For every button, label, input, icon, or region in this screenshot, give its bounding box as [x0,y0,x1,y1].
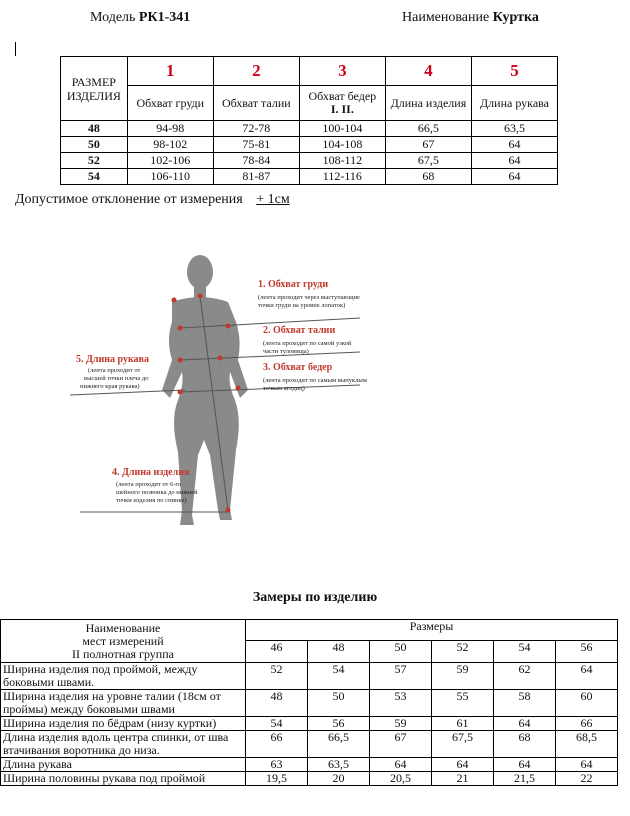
size-cell: 52 [61,153,128,169]
value-cell: 98-102 [127,137,213,153]
value-cell: 66,5 [385,121,471,137]
table-row [1,772,618,786]
tolerance-note [15,192,290,208]
size-table [60,56,558,185]
column-number: 3 [299,57,385,86]
model-header [90,10,190,26]
corner-line: II полнотная группа [72,646,174,661]
label-length-desc: точки изделия по спинке) [116,497,187,504]
column-number: 1 [127,57,213,86]
value-cell: 81-87 [213,169,299,185]
name-value: Куртка [492,10,539,25]
value-cell: 20,5 [370,772,432,786]
size-header: 52 [432,641,494,663]
table-row [1,731,618,758]
value-cell: 64 [471,169,557,185]
column-label: Длина рукава [471,86,557,121]
table-row [1,758,618,772]
value-cell: 108-112 [299,153,385,169]
measurements-title: Замеры по изделию [252,590,378,605]
label-length-desc: шейного позвонка до нижней [116,489,198,496]
value-cell: 68,5 [556,731,618,758]
tolerance-value: + 1см [256,192,290,207]
value-cell: 67,5 [432,731,494,758]
value-cell: 104-108 [299,137,385,153]
value-cell: 20 [308,772,370,786]
value-cell: 106-110 [127,169,213,185]
value-cell: 59 [370,717,432,731]
value-cell: 60 [556,690,618,717]
table-row [61,153,558,169]
label-chest-title: 1. Обхват груди [258,279,329,290]
column-number: 4 [385,57,471,86]
name-label: Наименование [402,10,490,25]
label-sleeve-desc: (лента проходит от [88,367,141,374]
model-value: РК1-341 [138,10,191,25]
value-cell: 22 [556,772,618,786]
label-hip-title: 3. Обхват бедер [263,362,333,373]
value-cell: 66,5 [308,731,370,758]
label-hip-desc: точкам ягодиц) [263,385,305,392]
value-cell: 54 [308,663,370,690]
column-label: Длина изделия [385,86,471,121]
sizes-header: Размеры [246,620,618,641]
label-chest-desc: точки груди на уровне лопаток) [258,302,346,309]
value-cell: 21,5 [494,772,556,786]
value-cell: 19,5 [246,772,308,786]
value-cell: 58 [494,690,556,717]
value-cell: 112-116 [299,169,385,185]
value-cell: 67 [385,137,471,153]
size-header: 46 [246,641,308,663]
measure-name: Длина рукава [1,758,246,772]
value-cell: 64 [556,758,618,772]
label-chest-desc: (лента проходит через выступающие [258,294,360,301]
value-cell: 55 [432,690,494,717]
name-header [402,10,539,26]
size-corner-header: РАЗМЕР ИЗДЕЛИЯ [61,57,128,121]
value-cell: 64 [494,717,556,731]
table-row [61,169,558,185]
column-label: Обхват груди [127,86,213,121]
size-header: 48 [308,641,370,663]
value-cell: 78-84 [213,153,299,169]
column-number: 5 [471,57,557,86]
value-cell: 57 [370,663,432,690]
value-cell: 64 [432,758,494,772]
table-row [1,663,618,690]
tolerance-text: Допустимое отклонение от измерения [15,192,243,207]
size-cell: 54 [61,169,128,185]
value-cell: 67 [370,731,432,758]
corner-line: Наименование [85,620,161,635]
value-cell: 50 [308,690,370,717]
column-number: 2 [213,57,299,86]
value-cell: 68 [494,731,556,758]
value-cell: 56 [308,717,370,731]
value-cell: 66 [556,717,618,731]
size-cell: 50 [61,137,128,153]
value-cell: 64 [556,663,618,690]
value-cell: 63,5 [471,121,557,137]
label-waist-title: 2. Обхват талии [263,325,336,336]
column-label [299,86,385,121]
model-label: Модель [90,10,136,25]
label-sleeve-desc: нижнего края рукава) [80,383,140,390]
value-cell: 64 [471,137,557,153]
size-cell: 48 [61,121,128,137]
value-cell: 61 [432,717,494,731]
label-length-title: 4. Длина изделия [112,467,190,478]
measure-name: Ширина изделия под проймой, между боковыми швами. [1,663,246,690]
label-waist-desc: части туловища) [263,348,309,355]
value-cell: 64 [494,758,556,772]
size-header: 50 [370,641,432,663]
column-label-text: Обхват бедер [308,89,377,103]
text-cursor [15,42,16,56]
value-cell: 53 [370,690,432,717]
value-cell: 54 [246,717,308,731]
size-header: 54 [494,641,556,663]
measurements-table [0,619,618,786]
measure-name: Длина изделия вдоль центра спинки, от шва втачивания воротника до низа. [1,731,246,758]
value-cell: 64 [370,758,432,772]
value-cell: 52 [246,663,308,690]
value-cell: 68 [385,169,471,185]
value-cell: 63,5 [308,758,370,772]
corner-line: мест измерений [82,633,164,648]
label-length-desc: (лента проходит от 6-го [116,481,182,488]
column-label: Обхват талии [213,86,299,121]
label-sleeve-title: 5. Длина рукава [76,354,149,365]
value-cell: 63 [246,758,308,772]
value-cell: 100-104 [299,121,385,137]
measure-name: Ширина изделия по бёдрам (низу куртки) [1,717,246,731]
table-row [61,137,558,153]
column-label-sub: I. II. [330,102,354,116]
value-cell: 75-81 [213,137,299,153]
value-cell: 72-78 [213,121,299,137]
value-cell: 66 [246,731,308,758]
value-cell: 48 [246,690,308,717]
value-cell: 62 [494,663,556,690]
table-row [1,717,618,731]
measure-name: Ширина половины рукава под проймой [1,772,246,786]
value-cell: 102-106 [127,153,213,169]
table-row [1,690,618,717]
label-sleeve-desc: высшей точки плеча до [84,375,149,382]
value-cell: 59 [432,663,494,690]
value-cell: 67,5 [385,153,471,169]
measurements-corner-header [1,620,246,663]
measure-name: Ширина изделия на уровне талии (18см от проймы) между боковыми швами [1,690,246,717]
table-row [61,121,558,137]
label-hip-desc: (лента проходит по самым выпуклым [263,377,367,384]
size-header: 56 [556,641,618,663]
body-measurement-figure [60,240,400,550]
value-cell: 94-98 [127,121,213,137]
label-waist-desc: (лента проходит по самой узкой [263,340,352,347]
value-cell: 64 [471,153,557,169]
value-cell: 21 [432,772,494,786]
